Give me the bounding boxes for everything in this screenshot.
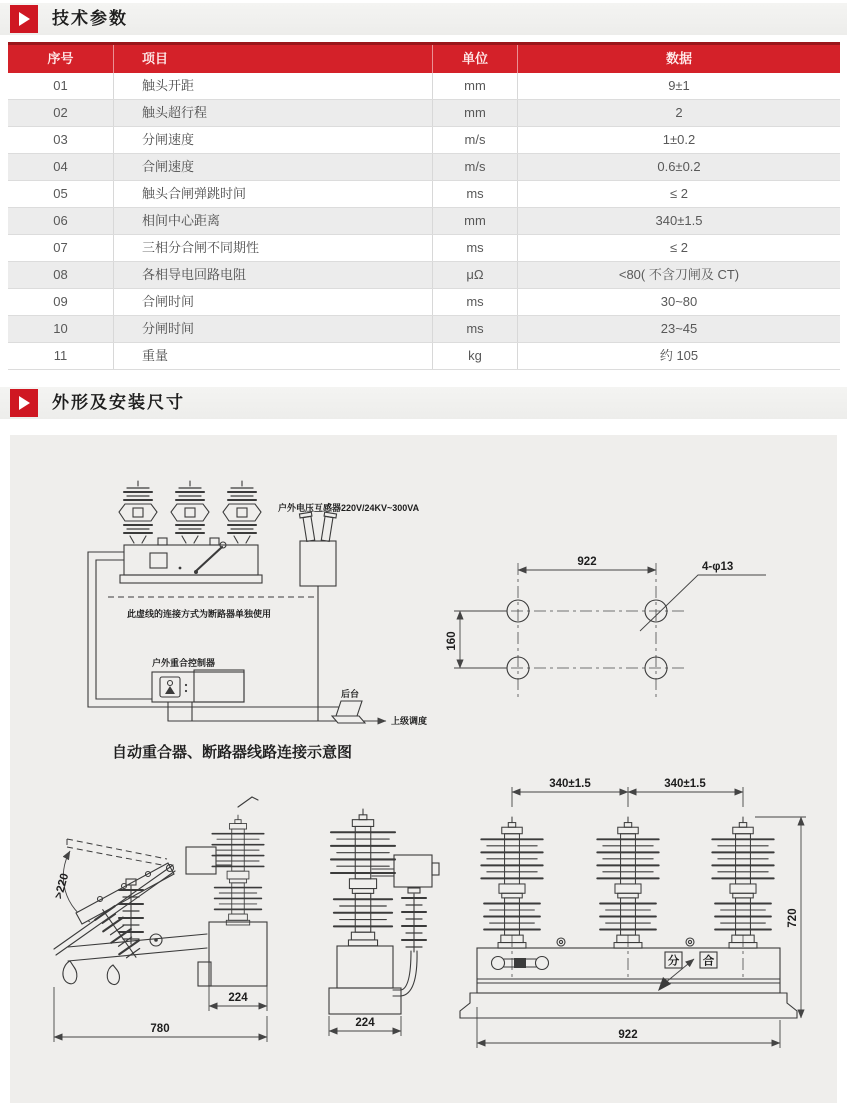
red-play-icon xyxy=(10,389,38,417)
holes-count-label: 4-φ13 xyxy=(702,561,734,573)
cell-unit: ms xyxy=(432,181,517,207)
section-header-tech-params xyxy=(0,3,847,35)
cell-value: <80( 不含刀闸及 CT) xyxy=(517,262,840,288)
cell-unit: mm xyxy=(432,100,517,126)
cell-no: 09 xyxy=(53,294,68,309)
table-row xyxy=(8,316,840,343)
section-header-dimensions xyxy=(0,387,847,419)
table-row xyxy=(8,73,840,100)
cell-unit: m/s xyxy=(432,127,517,153)
cell-unit: ms xyxy=(432,316,517,342)
pt-label: 户外电压互感器220V/24KV~300VA xyxy=(278,503,420,513)
cell-no: 10 xyxy=(53,321,68,336)
cell-no: 01 xyxy=(53,78,68,93)
side-angle-dim: >220 xyxy=(52,872,72,901)
side-width-dim: 780 xyxy=(150,1023,170,1035)
schematic-caption: 自动重合器、断路器线路连接示意图 xyxy=(112,744,353,761)
cell-item: 相间中心距离 xyxy=(113,208,432,234)
controller-label: 户外重合控制器 xyxy=(152,658,216,668)
table-row xyxy=(8,289,840,316)
backend-label: 后台 xyxy=(340,689,360,699)
cell-item: 触头合闸弹跳时间 xyxy=(113,181,432,207)
cell-item: 重量 xyxy=(113,343,432,369)
cell-item: 触头开距 xyxy=(113,73,432,99)
cell-value: 约 105 xyxy=(517,343,840,369)
cell-item: 各相导电回路电阻 xyxy=(113,262,432,288)
open-indicator-label: 分 xyxy=(667,955,680,968)
side-depth-dim: 224 xyxy=(228,992,248,1004)
pole-depth-dim: 224 xyxy=(355,1017,375,1029)
drawing-mounting-holes xyxy=(446,556,766,697)
cell-no: 11 xyxy=(53,348,68,363)
cell-no: 07 xyxy=(53,240,68,255)
drawing-side-view xyxy=(53,797,267,1042)
cell-unit: kg xyxy=(432,343,517,369)
cell-item: 合闸时间 xyxy=(113,289,432,315)
cell-no: 08 xyxy=(53,267,68,282)
cell-value: 9±1 xyxy=(517,73,840,99)
table-header-row xyxy=(8,45,840,73)
cell-value: 23~45 xyxy=(517,316,840,342)
cell-unit: mm xyxy=(432,73,517,99)
cell-value: 340±1.5 xyxy=(517,208,840,234)
table-row xyxy=(8,343,840,370)
front-width-dim: 922 xyxy=(618,1029,638,1041)
dimension-drawings-svg xyxy=(10,435,837,1103)
col-header-no: 序号 xyxy=(47,51,74,66)
cell-item: 分闸时间 xyxy=(113,316,432,342)
cell-value: ≤ 2 xyxy=(517,235,840,261)
table-row xyxy=(8,235,840,262)
holes-height-dim: 160 xyxy=(446,631,458,651)
cell-unit: ms xyxy=(432,235,517,261)
cell-value: 0.6±0.2 xyxy=(517,154,840,180)
cell-no: 05 xyxy=(53,186,68,201)
col-header-unit: 单位 xyxy=(432,45,517,73)
table-row xyxy=(8,181,840,208)
front-phase-dim-left: 340±1.5 xyxy=(549,778,591,790)
dashed-note: 此虚线的连接方式为断路器单独使用 xyxy=(127,609,272,619)
red-play-icon xyxy=(10,5,38,33)
table-row xyxy=(8,127,840,154)
cell-unit: m/s xyxy=(432,154,517,180)
tech-params-table xyxy=(8,42,840,370)
table-row xyxy=(8,100,840,127)
cell-item: 触头超行程 xyxy=(113,100,432,126)
cell-unit: mm xyxy=(432,208,517,234)
front-phase-dim-right: 340±1.5 xyxy=(664,778,706,790)
dimension-drawings-panel xyxy=(10,435,837,1103)
front-height-dim: 720 xyxy=(787,908,799,928)
holes-width-dim: 922 xyxy=(577,556,597,568)
dispatch-label: 上级调度 xyxy=(391,716,428,726)
cell-item: 三相分合闸不同期性 xyxy=(113,235,432,261)
cell-value: ≤ 2 xyxy=(517,181,840,207)
section-title: 外形及安装尺寸 xyxy=(52,393,185,412)
table-row xyxy=(8,154,840,181)
col-header-item: 项目 xyxy=(113,45,432,73)
drawing-pole-view xyxy=(329,809,439,1036)
cell-value: 30~80 xyxy=(517,289,840,315)
cell-unit: μΩ xyxy=(432,262,517,288)
cell-no: 03 xyxy=(53,132,68,147)
table-row xyxy=(8,208,840,235)
cell-value: 2 xyxy=(517,100,840,126)
cell-value: 1±0.2 xyxy=(517,127,840,153)
cell-item: 合闸速度 xyxy=(113,154,432,180)
cell-unit: ms xyxy=(432,289,517,315)
cell-no: 06 xyxy=(53,213,68,228)
section-title: 技术参数 xyxy=(52,9,128,28)
table-row xyxy=(8,262,840,289)
drawing-wiring-schematic xyxy=(88,481,427,761)
cell-no: 04 xyxy=(53,159,68,174)
close-indicator-label: 合 xyxy=(702,955,715,968)
col-header-value: 数据 xyxy=(517,45,840,73)
cell-no: 02 xyxy=(53,105,68,120)
drawing-front-view xyxy=(460,778,806,1048)
cell-item: 分闸速度 xyxy=(113,127,432,153)
